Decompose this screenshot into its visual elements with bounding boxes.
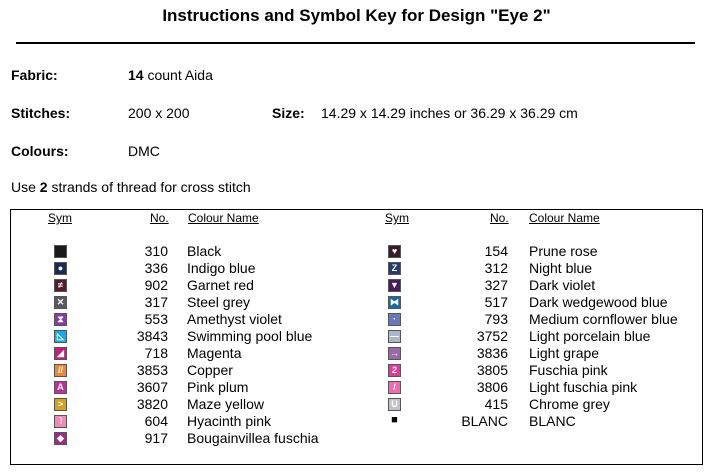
colour-name: Maze yellow xyxy=(187,396,265,412)
fabric-count: 14 xyxy=(128,67,144,83)
colour-name: Light porcelain blue xyxy=(529,328,651,344)
header-sym-right: Sym xyxy=(385,211,409,225)
colours-value: DMC xyxy=(128,143,160,159)
thread-symbol-icon: / xyxy=(388,381,401,394)
page-title: Instructions and Symbol Key for Design "Eye 2" xyxy=(162,6,551,25)
thread-symbol-icon: · xyxy=(388,313,401,326)
dmc-number: 415 xyxy=(484,396,508,412)
note-suffix: strands of thread for cross stitch xyxy=(51,179,251,195)
colour-name: Medium cornflower blue xyxy=(529,311,678,327)
dmc-number: 310 xyxy=(144,243,168,259)
thread-symbol-icon: Z xyxy=(388,262,401,275)
header-name-right: Colour Name xyxy=(529,211,600,225)
colour-name: Fuschia pink xyxy=(529,362,608,378)
fabric-label: Fabric: xyxy=(11,67,58,83)
thread-symbol-icon: // xyxy=(54,364,67,377)
dmc-number: 154 xyxy=(484,243,508,259)
fabric-type: count Aida xyxy=(147,67,213,83)
thread-symbol-icon: ♥ xyxy=(388,245,401,258)
colour-name: Prune rose xyxy=(529,243,598,259)
dmc-number: 3820 xyxy=(136,396,168,412)
thread-symbol-icon: 2 xyxy=(388,364,401,377)
dmc-number: 902 xyxy=(144,277,168,293)
colour-name: Steel grey xyxy=(187,294,251,310)
header-no-left: No. xyxy=(150,211,169,225)
thread-symbol-icon: — xyxy=(390,331,399,341)
dmc-number: 793 xyxy=(484,311,508,327)
thread-symbol-icon: ◺ xyxy=(54,330,67,343)
dmc-number: 3853 xyxy=(136,362,168,378)
dmc-number: 312 xyxy=(484,260,508,276)
colour-name: Chrome grey xyxy=(529,396,610,412)
dmc-number: 336 xyxy=(144,260,168,276)
size-label: Size: xyxy=(272,105,305,121)
thread-symbol-icon: > xyxy=(54,398,67,411)
colours-label: Colours: xyxy=(11,143,69,159)
thread-instruction xyxy=(11,179,251,195)
colour-name: Pink plum xyxy=(187,379,249,395)
thread-symbol-icon: ▼ xyxy=(388,279,401,292)
colour-name: Copper xyxy=(187,362,233,378)
thread-symbol-icon: → xyxy=(390,348,399,358)
dmc-number: 327 xyxy=(484,277,508,293)
dmc-number: 718 xyxy=(144,345,168,361)
colour-name: Dark wedgewood blue xyxy=(529,294,668,310)
dmc-number: 3607 xyxy=(136,379,168,395)
size-value: 14.29 x 14.29 inches or 36.29 x 36.29 cm xyxy=(321,105,578,121)
dmc-number: BLANC xyxy=(461,413,508,429)
thread-symbol-icon: ✕ xyxy=(54,296,67,309)
colour-name: Amethyst violet xyxy=(187,311,282,327)
thread-symbol-icon: ■ xyxy=(388,415,401,428)
colour-name: BLANC xyxy=(529,413,576,429)
dmc-number: 553 xyxy=(144,311,168,327)
header-sym-left: Sym xyxy=(48,211,72,225)
thread-symbol-icon: ● xyxy=(54,262,67,275)
dmc-number: 3843 xyxy=(136,328,168,344)
thread-symbol-icon: A xyxy=(54,381,67,394)
colour-name: Hyacinth pink xyxy=(187,413,272,429)
colour-name: Swimming pool blue xyxy=(187,328,313,344)
colour-name: Light grape xyxy=(529,345,600,361)
colour-name: Magenta xyxy=(187,345,242,361)
thread-symbol-icon: ˥ xyxy=(54,415,67,428)
stitches-label: Stitches: xyxy=(11,105,71,121)
thread-symbol-icon: ◆ xyxy=(54,432,67,445)
dmc-number: 3752 xyxy=(476,328,508,344)
dmc-number: 3805 xyxy=(476,362,508,378)
header-no-right: No. xyxy=(490,211,509,225)
colour-name: Indigo blue xyxy=(187,260,256,276)
colour-name: Black xyxy=(187,243,222,259)
title-underline xyxy=(16,42,695,44)
fabric-value xyxy=(128,67,213,83)
strand-count: 2 xyxy=(39,179,48,195)
thread-symbol-icon: ⧗ xyxy=(54,313,67,326)
thread-symbol-icon: ◢ xyxy=(54,347,67,360)
colour-name: Garnet red xyxy=(187,277,254,293)
stitches-value: 200 x 200 xyxy=(128,105,190,121)
thread-symbol-icon: ≠ xyxy=(54,279,67,292)
colour-name: Light fuschia pink xyxy=(529,379,638,395)
colour-name: Dark violet xyxy=(529,277,596,293)
dmc-number: 3806 xyxy=(476,379,508,395)
thread-symbol-icon: U xyxy=(388,398,401,411)
header-name-left: Colour Name xyxy=(188,211,259,225)
thread-symbol-icon xyxy=(54,245,67,258)
dmc-number: 3836 xyxy=(476,345,508,361)
dmc-number: 317 xyxy=(144,294,168,310)
note-prefix: Use xyxy=(11,179,36,195)
colour-name: Night blue xyxy=(529,260,593,276)
dmc-number: 517 xyxy=(484,294,508,310)
dmc-number: 604 xyxy=(144,413,168,429)
colour-name: Bougainvillea fuschia xyxy=(187,430,319,446)
thread-symbol-icon: ⧓ xyxy=(390,297,399,307)
dmc-number: 917 xyxy=(144,430,168,446)
